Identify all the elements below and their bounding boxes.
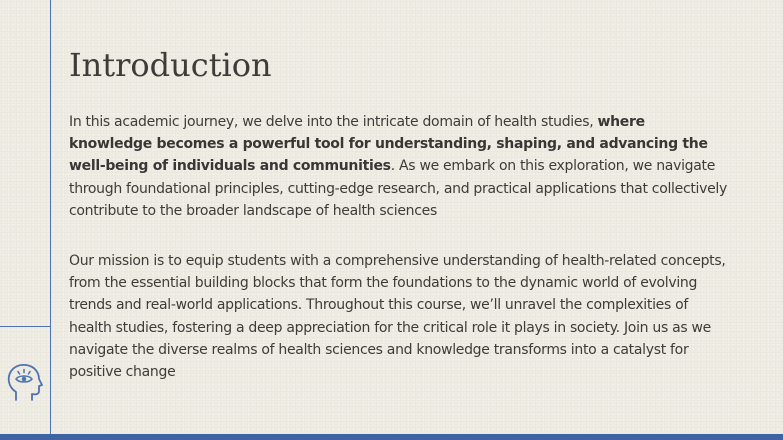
intro-paragraph-emphasis: where knowledge becomes a powerful tool for understanding, shaping, and advancing the well-being of individuals and communities bbox=[69, 114, 708, 175]
intro-paragraph bbox=[69, 111, 729, 222]
intro-paragraph-lead: In this academic journey, we delve into the intricate domain of health studies, bbox=[69, 114, 598, 130]
mission-paragraph: Our mission is to equip students with a comprehensive understanding of health-related concepts, from the essential building blocks that form the foundations to the dynamic world of evolving trends and real-world applications. Throughout this course, we’ll unravel the complexities of health studies, fostering a deep appreciation for the critical role it plays in society. Join us as we navigate the diverse realms of health sciences and knowledge transforms into a catalyst for positive change bbox=[69, 253, 726, 381]
bottom-accent-bar bbox=[0, 434, 783, 440]
icon-box bbox=[0, 326, 50, 434]
intro-paragraph-trail: . As we embark on this exploration, we navigate through foundational principles, cutting-edge research, and practical applications that collectively contribute to the broader landscape of health sciences bbox=[69, 158, 728, 219]
slide-title: Introduction bbox=[69, 46, 272, 84]
head-eye-icon bbox=[7, 363, 43, 403]
margin-line bbox=[50, 0, 51, 434]
